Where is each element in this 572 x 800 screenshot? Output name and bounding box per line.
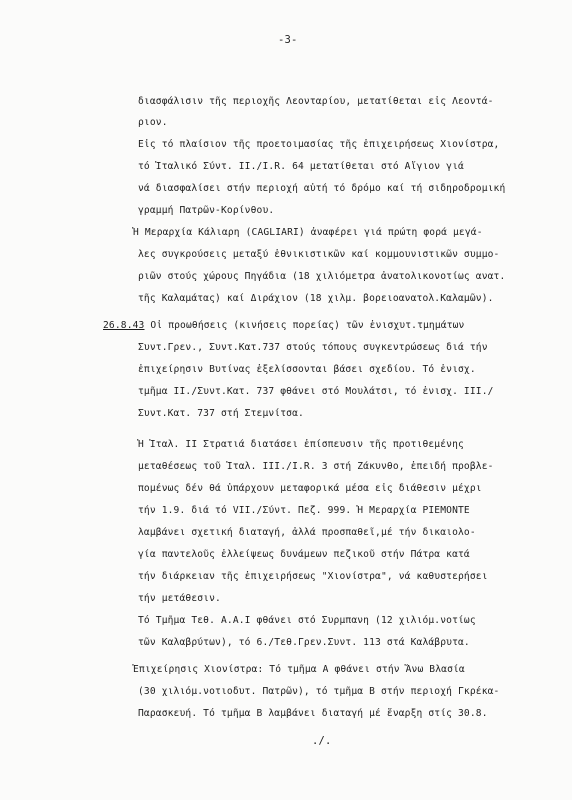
paragraph-3-line-3: ριῶν στούς χώρους Πηγάδια (18 χιλιόμετρα ἀνατολικονοτίως ανατ. <box>138 271 506 282</box>
paragraph-4-line-1 <box>103 320 464 332</box>
paragraph-5-line-8: τήν μετάθεσιν. <box>138 593 221 604</box>
paragraph-4-line-2: Συντ.Γρεν., Συντ.Κατ.737 στούς τόπους συγκεντρώσεως διά τήν <box>138 342 488 353</box>
paragraph-7-line-3: Παρασκευή. Τό τμῆμα Β λαμβάνει διαταγή μέ ἔναρξη στίς 30.8. <box>138 708 488 719</box>
paragraph-7-line-1: Ἐπιχείρησις Χιονίστρα: Τό τμῆμα Α φθάνει στήν Ἄνω Βλασία <box>133 664 465 675</box>
entry-date: 26.8.43 <box>103 320 145 331</box>
paragraph-7-line-2: (30 χιλιόμ.νοτιοδυτ. Πατρῶν), τό τμῆμα Β στήν περιοχή Γκρέκα- <box>138 686 500 697</box>
paragraph-6-line-1: Τό Τμῆμα Τεθ. Α.Α.Ι φθάνει στό Συρμπανη (12 χιλιόμ.νοτίως <box>138 615 476 626</box>
paragraph-3-line-1: Ἡ Μεραρχία Κάλιαρη (CAGLIARI) ἀναφέρει γιά πρώτη φορά μεγά- <box>133 227 483 238</box>
page-number: -3- <box>278 34 298 46</box>
paragraph-2-line-1: Εἰς τό πλαίσιον τῆς προετοιμασίας τῆς ἐπιχειρήσεως Χιονίστρα, <box>138 139 500 150</box>
paragraph-4-line-1-text: Οἱ προωθήσεις (κινήσεις πορείας) τῶν ἐνισχυτ.τμημάτων <box>144 320 465 331</box>
paragraph-2-line-3: νά διασφαλίσει στήν περιοχή αὐτή τό δρόμο καί τή σιδηροδρομική <box>138 183 506 194</box>
paragraph-2-line-2: τό Ἰταλικό Σύντ. ΙΙ./Ι.R. 64 μετατίθεται στό Αἴγιον γιά <box>138 161 464 172</box>
continuation-mark: ./. <box>312 735 332 747</box>
paragraph-3-line-4: τῆς Καλαμάτας) καί Διράχιον (18 χιλμ. βορειοανατολ.Καλαμῶν). <box>138 293 494 304</box>
paragraph-1-line-2: ριον. <box>138 117 168 128</box>
paragraph-4-line-5: Συντ.Κατ. 737 στή Στεμνίτσα. <box>138 408 304 419</box>
paragraph-1-line-1: διασφάλισιν τῆς περιοχῆς Λεονταρίου, μετατίθεται εἰς Λεοντά- <box>138 96 494 107</box>
paragraph-5-line-4: τήν 1.9. διά τό VII./Σύντ. Πεζ. 999. Ἡ Μεραρχία PIEMONTE <box>138 505 470 516</box>
paragraph-5-line-2: μεταθέσεως τοῦ Ἰταλ. ΙΙΙ./Ι.R. 3 στή Ζάκυνθο, ἐπειδή προβλε- <box>138 461 494 472</box>
paragraph-5-line-5: λαμβάνει σχετική διαταγή, ἀλλά προσπαθεῖ,μέ τήν δικαιολο- <box>138 527 476 538</box>
paragraph-5-line-1: Ἡ Ἰταλ. ΙΙ Στρατιά διατάσει ἐπίσπευσιν τῆς προτιθεμένης <box>138 439 464 450</box>
paragraph-6-line-2: τῶν Καλαβρύτων), τό 6./Τεθ.Γρεν.Συντ. 113 στά Καλάβρυτα. <box>138 637 470 648</box>
paragraph-2-line-4: γραμμή Πατρῶν-Κορίνθου. <box>138 205 275 216</box>
paragraph-5-line-6: γία παντελοῦς ἐλλείψεως δυνάμεων πεζικοῦ στήν Πάτρα κατά <box>138 549 470 560</box>
paragraph-5-line-3: πομένως δέν θά ὑπάρχουν μεταφορικά μέσα εἰς διάθεσιν μέχρι <box>138 483 482 494</box>
paragraph-4-line-3: ἐπιχείρησιν Βυτίνας ἐξελίσσονται βάσει σχεδίου. Τό ἐνισχ. <box>138 364 476 375</box>
paragraph-5-line-7: τήν διάρκειαν τῆς ἐπιχειρήσεως "Χιονίστρα", νά καθυστερήσει <box>138 571 488 582</box>
paragraph-4-line-4: τμῆμα ΙΙ./Συντ.Κατ. 737 φθάνει στό Μουλάτσι, τό ἐνισχ. ΙΙΙ./ <box>138 386 494 397</box>
paragraph-3-line-2: λες συγκρούσεις μεταξύ ἐθνικιστικῶν καί κομμουνιστικῶν συμμο- <box>138 249 500 260</box>
